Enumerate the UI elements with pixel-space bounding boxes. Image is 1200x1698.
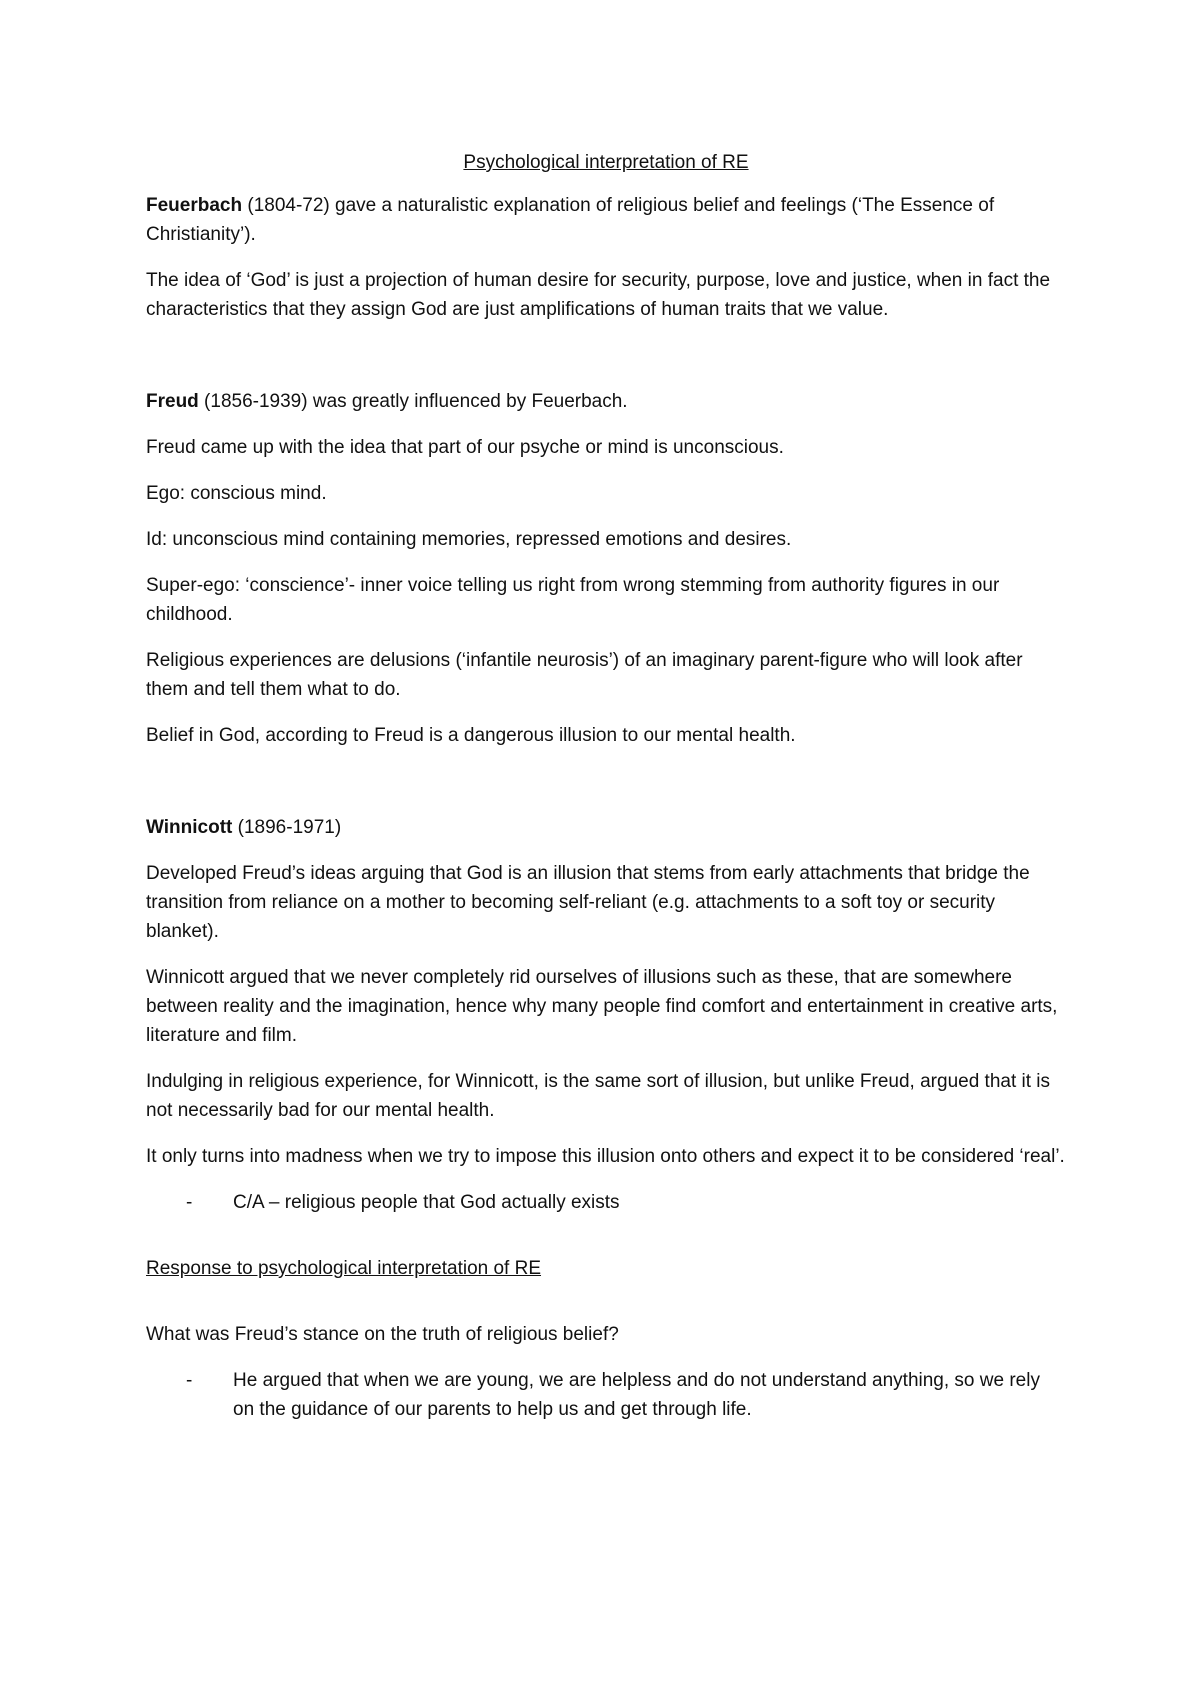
freud-paragraph-1-text: (1856-1939) was greatly influenced by Feuerbach.	[198, 391, 628, 412]
response-question: What was Freud’s stance on the truth of religious belief?	[146, 1324, 619, 1345]
winnicott-paragraph-1: Developed Freud’s ideas arguing that God is an illusion that stems from early attachments that bridge the transition from reliance on a mother to becoming self-reliant (e.g. attachments to a soft toy or security blanket).	[146, 863, 1030, 942]
freud-paragraph-1	[146, 387, 1066, 416]
freud-paragraph-5: Super-ego: ‘conscience’- inner voice telling us right from wrong stemming from authority figures in our childhood.	[146, 575, 1000, 625]
response-bullet-1-text: He argued that when we are young, we are helpless and do not understand anything, so we rely on the guidance of our parents to help us and get through life.	[233, 1370, 1040, 1420]
winnicott-paragraph-2: Winnicott argued that we never completely rid ourselves of illusions such as these, that are somewhere between reality and the imagination, hence why many people find comfort and entertainment in creative arts, literature and film.	[146, 967, 1058, 1046]
freud-paragraph-7: Belief in God, according to Freud is a dangerous illusion to our mental health.	[146, 725, 796, 746]
freud-paragraph-3: Ego: conscious mind.	[146, 483, 327, 504]
document-title: Psychological interpretation of RE	[463, 152, 749, 173]
winnicott-paragraph-4: It only turns into madness when we try to impose this illusion onto others and expect it to be considered ‘real’.	[146, 1146, 1065, 1167]
section-spacer	[146, 341, 1066, 387]
winnicott-name: Winnicott	[146, 817, 233, 838]
freud-paragraph-2: Freud came up with the idea that part of our psyche or mind is unconscious.	[146, 437, 784, 458]
dash-bullet-marker: -	[186, 1370, 193, 1391]
section-spacer	[146, 767, 1066, 813]
feuerbach-paragraph-2: The idea of ‘God’ is just a projection of human desire for security, purpose, love and justice, when in fact the characteristics that they assign God are just amplifications of human traits that we value.	[146, 270, 1051, 320]
dash-bullet-marker: -	[186, 1192, 193, 1213]
section-spacer	[146, 1300, 1066, 1320]
winnicott-bullet-1	[146, 1188, 1066, 1217]
freud-paragraph-4: Id: unconscious mind containing memories, repressed emotions and desires.	[146, 529, 792, 550]
feuerbach-paragraph-1	[146, 191, 1066, 249]
freud-name: Freud	[146, 391, 199, 412]
section-spacer	[146, 1234, 1066, 1254]
winnicott-paragraph-3: Indulging in religious experience, for Winnicott, is the same sort of illusion, but unlike Freud, argued that it is not necessarily bad for our mental health.	[146, 1071, 1051, 1121]
winnicott-bullet-1-text: C/A – religious people that God actually exists	[233, 1192, 620, 1213]
feuerbach-name: Feuerbach	[146, 195, 243, 216]
feuerbach-paragraph-1-text: (1804-72) gave a naturalistic explanation of religious belief and feelings (‘The Essence of Christianity’).	[146, 195, 995, 245]
response-bullet-1	[146, 1366, 1066, 1424]
response-heading: Response to psychological interpretation of RE	[146, 1258, 542, 1279]
winnicott-dates: (1896-1971)	[232, 817, 342, 838]
winnicott-heading	[146, 813, 1066, 842]
freud-paragraph-6: Religious experiences are delusions (‘infantile neurosis’) of an imaginary parent-figure who will look after them and tell them what to do.	[146, 650, 1023, 700]
document-body	[146, 148, 1066, 1441]
